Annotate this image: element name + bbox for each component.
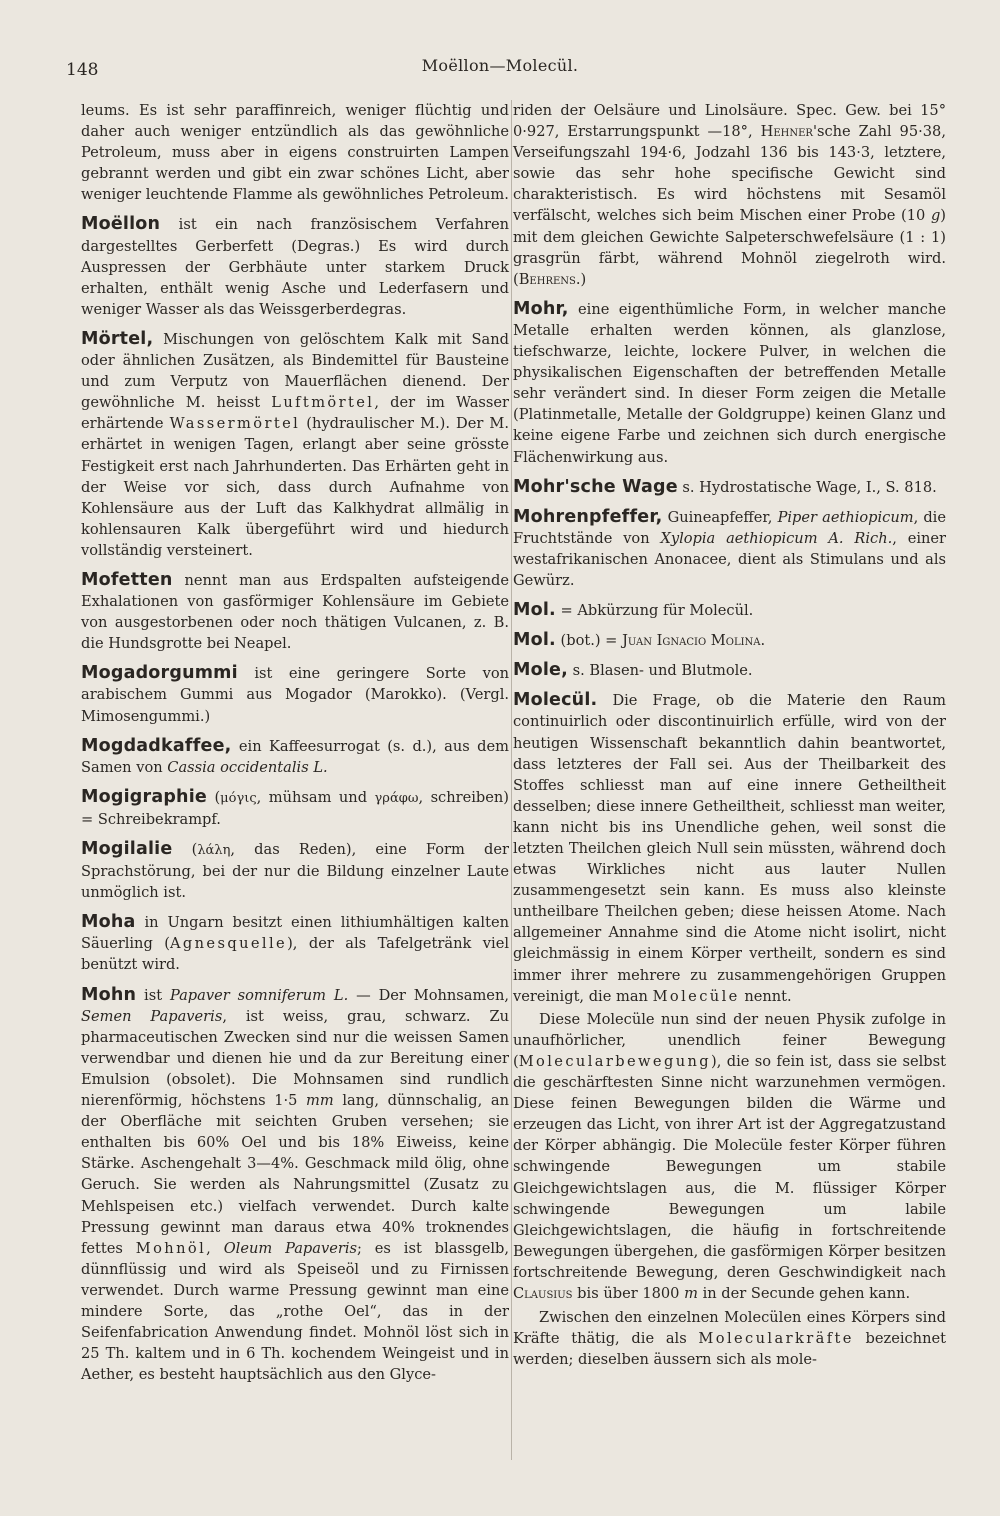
spaced-term: Molecularbewegung <box>518 1052 712 1070</box>
paragraph-molecularbewegung <box>513 1009 946 1304</box>
entry-molecuel <box>513 690 946 1006</box>
entry-text: , der im Wasser erhärtende <box>81 394 509 433</box>
entry-text: leums. Es ist sehr paraffinreich, weniger flüchtig und daher auch weniger entzündlich als das gewöhnliche Petroleum, muss aber in eigens construirten Lampen gebrannt werden und gibt ein zwar schönes Licht, aber weniger leuchtende Flamme als gewöhnliches Petroleum. <box>81 102 509 204</box>
entry-text: , <box>206 1239 224 1257</box>
entry-text: in der Secunde gehen kann. <box>697 1284 911 1302</box>
entry-text: bis über 1800 <box>572 1284 685 1302</box>
italic-term: Oleum Papaveris <box>223 1239 357 1257</box>
entry-text: ( <box>206 788 221 806</box>
entry-text: ( <box>172 841 198 858</box>
italic-term: g <box>930 207 941 225</box>
entry-mogilalie <box>81 839 509 903</box>
headword: Mohr, <box>513 298 569 319</box>
headword: Moha <box>81 912 136 933</box>
entry-text: ) mit dem gleichen Gewichte Salpeterschwefelsäure (1 : 1) grasgrün färbt, während Mohnöl ziegelroth wird. ( <box>513 207 946 288</box>
entry-moellon <box>81 214 509 319</box>
italic-term: Xylopia aethiopicum A. Rich. <box>660 529 893 547</box>
left-column <box>81 100 509 1394</box>
greek-term: λάλη <box>197 843 231 858</box>
entry-text: , einer westafrikanischen Anonacee, dient als Stimulans und als Gewürz. <box>513 529 947 589</box>
entry-text: , ist weiss, grau, schwarz. Zu pharmaceutischen Zwecken sind nur die weissen Samen verwendbar und dienen hie und da zur Bereitung einer Emulsion (obsolet). Die Mohnsamen sind rundlich nierenförmig, höchstens 1·5 <box>81 1007 509 1110</box>
headword: Mol. <box>513 630 556 651</box>
entry-text: — Der Mohnsamen, <box>348 986 509 1004</box>
headword: Mol. <box>513 600 556 621</box>
entry-mol-bot <box>513 630 946 651</box>
entry-text: , das Reden), eine Form der Sprachstörung, bei der nur die Bildung einzelner Laute unmöglich ist. <box>81 841 509 902</box>
italic-term: mm <box>306 1092 334 1110</box>
headword: Mogigraphie <box>81 786 207 807</box>
entry-text: ein Kaffeesurrogat (s. d.), aus dem Samen von <box>81 737 509 776</box>
page-number: 148 <box>66 60 99 80</box>
headword: Mohr'sche Wage <box>513 476 678 497</box>
entry-text: , mühsam und <box>256 788 375 806</box>
entry-text: Die Frage, ob die Materie den Raum continuirlich oder discontinuirlich erfülle, wird von der heutigen Wissenschaft bekanntlich dahin beantwortet, dass letzteres der Fall sei. Aus der Theilbarkeit des Stoffes schliesst man auf eine innere Getheiltheit desselben; diese innere Getheiltheit, schliesst man weiter, kann nicht bis ins Unendliche gehen, weil sonst die letzten Theilchen gleich Null sein müssten, während doch etwas Wirkliches nicht aus lauter Nullen zusammengesetzt sein kann. Es muss also kleinste untheilbare Theilchen geben; diese heissen Atome. Nach allgemeiner Annahme sind die Atome nicht isolirt, nicht gleichmässig in einem Körper vertheilt, sondern es sind immer ihrer mehrere zu zusammengehörigen Gruppen vereinigt, die man <box>513 692 946 1005</box>
entry-text: .) <box>575 270 587 288</box>
entry-mole <box>513 660 946 681</box>
right-column <box>513 100 946 1373</box>
author-name: Clausius <box>513 1284 573 1302</box>
greek-term: γράφω <box>374 790 419 806</box>
headword: Mörtel, <box>81 328 154 349</box>
greek-term: μόγις <box>220 790 257 806</box>
entry-text: (bot.) = <box>555 632 623 650</box>
entry-mogadorgummi <box>81 663 509 726</box>
entry-text: ), der als Tafelgetränk viel benützt wird. <box>81 935 510 974</box>
entry-text: nennt. <box>739 987 792 1005</box>
italic-term: Semen Papaveris <box>81 1007 223 1025</box>
entry-mohr <box>513 299 946 468</box>
entry-text: ist <box>136 986 170 1004</box>
spaced-term: Luftmörtel <box>271 394 375 412</box>
entry-mohrenpfeffer <box>513 507 946 591</box>
entry-text: Zwischen den einzelnen Molecülen eines Körpers sind Kräfte thätig, die als <box>513 1309 946 1348</box>
entry-mogdadkaffee <box>81 736 509 778</box>
entry-continuation <box>513 100 946 290</box>
entry-text: bezeichnet werden; dieselben äussern sich als mole- <box>513 1330 946 1369</box>
entry-moertel <box>81 329 509 561</box>
entry-text: 'sche Zahl 95·38, Verseifungszahl 194·6, Jodzahl 136 bis 143·3, letztere, sowie das sehr hohe specifische Gewicht sind charakteristisch. Es wird höchstens mit Sesamöl verfälscht, welches sich beim Mischen einer Probe (10 <box>513 123 946 225</box>
spaced-term: Molecüle <box>652 987 740 1005</box>
entry-mogigraphie <box>81 787 509 830</box>
headword: Mogadorgummi <box>81 663 238 684</box>
spaced-term: Molecularkräfte <box>698 1330 854 1348</box>
paragraph-molecularkraefte <box>513 1307 946 1370</box>
entry-text: nennt man aus Erdspalten aufsteigende Exhalationen von gasförmiger Kohlensäure im Gebiete von ausgestorbenen oder noch thätigen Vulcanen, z. B. die Hundsgrotte bei Neapel. <box>81 571 509 653</box>
italic-term: Papaver somniferum L. <box>169 986 349 1004</box>
italic-term: Cassia occidentalis L. <box>167 758 328 776</box>
headword: Mohrenpfeffer, <box>513 506 663 527</box>
entry-text: s. Blasen- und Blutmole. <box>567 662 753 680</box>
spaced-term: Mohnöl <box>135 1239 207 1257</box>
entry-text: , die Fruchtstände von <box>513 508 946 547</box>
entry-mol-abbrev <box>513 600 946 621</box>
entry-mohrsche-wage <box>513 477 946 498</box>
entry-text: ist ein nach französischem Verfahren dargestelltes Gerberfett (Degras.) Es wird durch Auspressen der Gerbhäute unter starkem Druck erhalten, enthält wenig Asche und Lederfasern und weniger Wasser als das Weissgerberdegras. <box>81 216 509 318</box>
entry-mohn <box>81 985 509 1386</box>
running-head: Moëllon—Molecül. <box>421 56 579 75</box>
entry-text: s. Hydrostatische Wage, I., S. 818. <box>677 478 937 496</box>
italic-term: m <box>684 1284 698 1302</box>
headword: Moëllon <box>81 214 161 235</box>
headword: Molecül. <box>513 690 598 711</box>
author-name: Juan Ignacio Molina <box>622 632 761 650</box>
headword: Mole, <box>513 660 568 681</box>
headword: Mofetten <box>81 569 173 590</box>
entry-text: Mischungen von gelöschtem Kalk mit Sand oder ähnlichen Zusätzen, als Bindemittel für Bausteine und zum Verputz von Mauerflächen dienend. Der gewöhnliche M. heisst <box>81 330 509 412</box>
headword: Mogdadkaffee, <box>81 735 232 756</box>
entry-text: ist eine geringere Sorte von arabischem Gummi aus Mogador (Marokko). (Vergl. Mimosengummi.) <box>81 665 509 725</box>
author-name: Behrens <box>518 270 576 288</box>
spaced-term: Wassermörtel <box>169 415 301 433</box>
entry-text: lang, dünnschalig, an der Oberfläche mit seichten Gruben versehen; sie enthalten bis 60% Oel und bis 18% Eiweiss, keine Stärke. Aschengehalt 3—4%. Geschmack mild ölig, ohne Geruch. Sie werden als Nahrungsmittel (Zusatz zu Mehlspeisen etc.) vielfach verwendet. Durch kalte Pressung gewinnt man daraus etwa 40% troknendes fettes <box>81 1092 509 1257</box>
entry-text: (hydraulischer M.). Der M. erhärtet in wenigen Tagen, erlangt aber seine grösste Festigkeit erst nach Jahrhunderten. Das Erhärten geht in der Weise vor sich, dass durch Aufnahme von Kohlensäure aus der Luft das Kalkhydrat allmälig in kohlensauren Kalk übergeführt wird und hiedurch vollständig versteinert. <box>81 415 509 559</box>
entry-continuation <box>81 100 509 205</box>
column-divider <box>511 100 512 1460</box>
entry-text: ), die so fein ist, dass sie selbst die geschärftesten Sinne nicht warzunehmen vermögen. Diese feinen Bewegungen bilden die Wärme und erzeugen das Licht, von ihrer Art ist der Aggregatzustand der Körper abhängig. Die Molecüle fester Körper führen schwingende Bewegungen um stabile Gleichgewichtslagen aus, die M. flüssiger Körper schwingende Bewegungen um labile Gleichgewichtslagen, die häufig in fortschreitende Bewegungen übergehen, die gasförmigen Körper besitzen fortschreitende Bewegung, deren Geschwindigkeit nach <box>513 1052 946 1281</box>
entry-text: , schreiben) = Schreibekrampf. <box>81 788 509 828</box>
entry-mofetten <box>81 570 509 654</box>
headword: Mogilalie <box>81 839 173 859</box>
entry-text: in Ungarn besitzt einen lithiumhältigen kalten Säuerling ( <box>81 914 509 953</box>
author-name: Hehner <box>760 123 813 141</box>
entry-moha <box>81 912 509 975</box>
entry-text: Diese Molecüle nun sind der neuen Physik zufolge in unaufhörlicher, unendlich feiner Bewegung ( <box>513 1010 946 1070</box>
headword: Mohn <box>81 984 137 1005</box>
entry-text: = Abkürzung für Molecül. <box>555 602 754 620</box>
italic-term: Piper aethiopicum <box>777 508 914 526</box>
entry-text: Guineapfeffer, <box>662 508 778 526</box>
spaced-term: Agnesquelle <box>169 935 288 953</box>
entry-text: . <box>760 632 766 650</box>
entry-text: ; es ist blassgelb, dünnflüssig und wird als Speiseöl und zu Firnissen verwendet. Durch warme Pressung gewinnt man eine mindere Sorte, das „rothe Oel“, das in der Seifenfabrication Anwendung findet. Mohnöl löst sich in 25 Th. kaltem und in 6 Th. kochendem Weingeist und in Aether, es besteht hauptsächlich aus den Glyce- <box>81 1239 509 1384</box>
entry-text: eine eigenthümliche Form, in welcher manche Metalle erhalten werden können, als glanzlose, tiefschwarze, leichte, lockere Pulver, in welchen die physikalischen Eigenschaften der betreffenden Metalle sehr verändert sind. In dieser Form zeigen die Metalle (Platinmetalle, Metalle der Goldgruppe) keinen Glanz und keine eigene Farbe und zeichnen sich durch energische Flächenwirkung aus. <box>513 300 946 466</box>
entry-text: riden der Oelsäure und Linolsäure. Spec. Gew. bei 15° 0·927, Erstarrungspunkt —18°, <box>513 102 946 141</box>
